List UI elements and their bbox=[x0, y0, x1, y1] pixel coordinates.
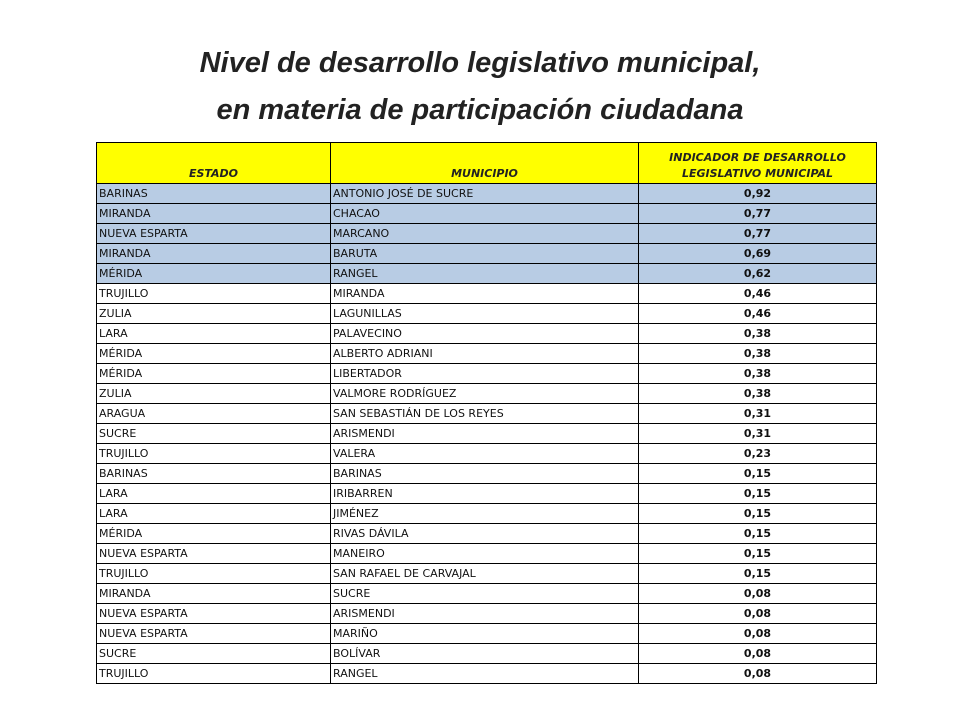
cell-municipio: VALMORE RODRÍGUEZ bbox=[331, 384, 639, 404]
cell-indicador: 0,77 bbox=[639, 224, 877, 244]
table-row bbox=[97, 424, 877, 444]
cell-indicador: 0,08 bbox=[639, 604, 877, 624]
cell-indicador: 0,31 bbox=[639, 424, 877, 444]
table-row bbox=[97, 364, 877, 384]
cell-municipio: SAN SEBASTIÁN DE LOS REYES bbox=[331, 404, 639, 424]
table-row bbox=[97, 304, 877, 324]
cell-municipio: ARISMENDI bbox=[331, 604, 639, 624]
header-municipio: MUNICIPIO bbox=[331, 143, 639, 184]
cell-estado: BARINAS bbox=[97, 184, 331, 204]
table-row bbox=[97, 404, 877, 424]
cell-estado: NUEVA ESPARTA bbox=[97, 544, 331, 564]
cell-indicador: 0,92 bbox=[639, 184, 877, 204]
cell-estado: ZULIA bbox=[97, 384, 331, 404]
cell-estado: MÉRIDA bbox=[97, 364, 331, 384]
cell-estado: NUEVA ESPARTA bbox=[97, 624, 331, 644]
cell-municipio: MANEIRO bbox=[331, 544, 639, 564]
cell-indicador: 0,15 bbox=[639, 524, 877, 544]
cell-estado: MIRANDA bbox=[97, 204, 331, 224]
cell-estado: MIRANDA bbox=[97, 244, 331, 264]
cell-estado: BARINAS bbox=[97, 464, 331, 484]
cell-estado: MIRANDA bbox=[97, 584, 331, 604]
cell-indicador: 0,08 bbox=[639, 664, 877, 684]
cell-estado: LARA bbox=[97, 504, 331, 524]
title-line-2: en materia de participación ciudadana bbox=[216, 94, 744, 126]
cell-estado: TRUJILLO bbox=[97, 444, 331, 464]
table-row bbox=[97, 344, 877, 364]
cell-indicador: 0,31 bbox=[639, 404, 877, 424]
cell-estado: MÉRIDA bbox=[97, 264, 331, 284]
cell-indicador: 0,38 bbox=[639, 384, 877, 404]
cell-indicador: 0,08 bbox=[639, 624, 877, 644]
cell-municipio: VALERA bbox=[331, 444, 639, 464]
table-row bbox=[97, 444, 877, 464]
table-row bbox=[97, 624, 877, 644]
cell-indicador: 0,23 bbox=[639, 444, 877, 464]
table-row bbox=[97, 584, 877, 604]
cell-estado: NUEVA ESPARTA bbox=[97, 224, 331, 244]
cell-municipio: BARUTA bbox=[331, 244, 639, 264]
table-row bbox=[97, 204, 877, 224]
cell-municipio: ANTONIO JOSÉ DE SUCRE bbox=[331, 184, 639, 204]
indicator-table bbox=[96, 142, 877, 684]
cell-municipio: LAGUNILLAS bbox=[331, 304, 639, 324]
cell-municipio: MIRANDA bbox=[331, 284, 639, 304]
table-header-row bbox=[97, 143, 877, 184]
cell-indicador: 0,46 bbox=[639, 304, 877, 324]
cell-estado: MÉRIDA bbox=[97, 524, 331, 544]
cell-indicador: 0,08 bbox=[639, 644, 877, 664]
cell-municipio: SAN RAFAEL DE CARVAJAL bbox=[331, 564, 639, 584]
header-indicador bbox=[639, 143, 877, 184]
cell-estado: ARAGUA bbox=[97, 404, 331, 424]
table-row bbox=[97, 284, 877, 304]
cell-indicador: 0,15 bbox=[639, 544, 877, 564]
cell-municipio: ARISMENDI bbox=[331, 424, 639, 444]
table-body bbox=[97, 184, 877, 684]
cell-municipio: PALAVECINO bbox=[331, 324, 639, 344]
table-row bbox=[97, 184, 877, 204]
cell-municipio: MARIÑO bbox=[331, 624, 639, 644]
table-row bbox=[97, 264, 877, 284]
cell-indicador: 0,69 bbox=[639, 244, 877, 264]
cell-estado: MÉRIDA bbox=[97, 344, 331, 364]
cell-municipio: RIVAS DÁVILA bbox=[331, 524, 639, 544]
cell-municipio: IRIBARREN bbox=[331, 484, 639, 504]
cell-indicador: 0,15 bbox=[639, 504, 877, 524]
cell-municipio: CHACAO bbox=[331, 204, 639, 224]
cell-indicador: 0,38 bbox=[639, 364, 877, 384]
table-row bbox=[97, 524, 877, 544]
cell-estado: TRUJILLO bbox=[97, 564, 331, 584]
table-row bbox=[97, 564, 877, 584]
table-row bbox=[97, 464, 877, 484]
cell-indicador: 0,77 bbox=[639, 204, 877, 224]
cell-indicador: 0,38 bbox=[639, 324, 877, 344]
cell-municipio: RANGEL bbox=[331, 664, 639, 684]
cell-estado: NUEVA ESPARTA bbox=[97, 604, 331, 624]
cell-estado: SUCRE bbox=[97, 424, 331, 444]
header-estado: ESTADO bbox=[97, 143, 331, 184]
table-row bbox=[97, 544, 877, 564]
cell-estado: TRUJILLO bbox=[97, 284, 331, 304]
cell-indicador: 0,38 bbox=[639, 344, 877, 364]
cell-municipio: BOLÍVAR bbox=[331, 644, 639, 664]
table-row bbox=[97, 244, 877, 264]
table-row bbox=[97, 604, 877, 624]
cell-indicador: 0,15 bbox=[639, 484, 877, 504]
title-line-1: Nivel de desarrollo legislativo municipal, bbox=[199, 47, 761, 79]
header-indicador-line-1: INDICADOR DE DESARROLLO bbox=[669, 151, 846, 164]
cell-estado: TRUJILLO bbox=[97, 664, 331, 684]
cell-estado: SUCRE bbox=[97, 644, 331, 664]
cell-estado: LARA bbox=[97, 484, 331, 504]
cell-municipio: RANGEL bbox=[331, 264, 639, 284]
table-row bbox=[97, 324, 877, 344]
table-row bbox=[97, 664, 877, 684]
cell-municipio: JIMÉNEZ bbox=[331, 504, 639, 524]
table-row bbox=[97, 504, 877, 524]
cell-indicador: 0,46 bbox=[639, 284, 877, 304]
cell-estado: ZULIA bbox=[97, 304, 331, 324]
cell-indicador: 0,15 bbox=[639, 464, 877, 484]
table-row bbox=[97, 224, 877, 244]
cell-municipio: MARCANO bbox=[331, 224, 639, 244]
table-row bbox=[97, 644, 877, 664]
table-row bbox=[97, 384, 877, 404]
cell-municipio: ALBERTO ADRIANI bbox=[331, 344, 639, 364]
cell-estado: LARA bbox=[97, 324, 331, 344]
cell-municipio: LIBERTADOR bbox=[331, 364, 639, 384]
cell-municipio: SUCRE bbox=[331, 584, 639, 604]
cell-indicador: 0,08 bbox=[639, 584, 877, 604]
table-row bbox=[97, 484, 877, 504]
slide-title bbox=[0, 40, 960, 134]
cell-indicador: 0,62 bbox=[639, 264, 877, 284]
header-indicador-line-2: LEGISLATIVO MUNICIPAL bbox=[681, 167, 834, 180]
cell-municipio: BARINAS bbox=[331, 464, 639, 484]
cell-indicador: 0,15 bbox=[639, 564, 877, 584]
